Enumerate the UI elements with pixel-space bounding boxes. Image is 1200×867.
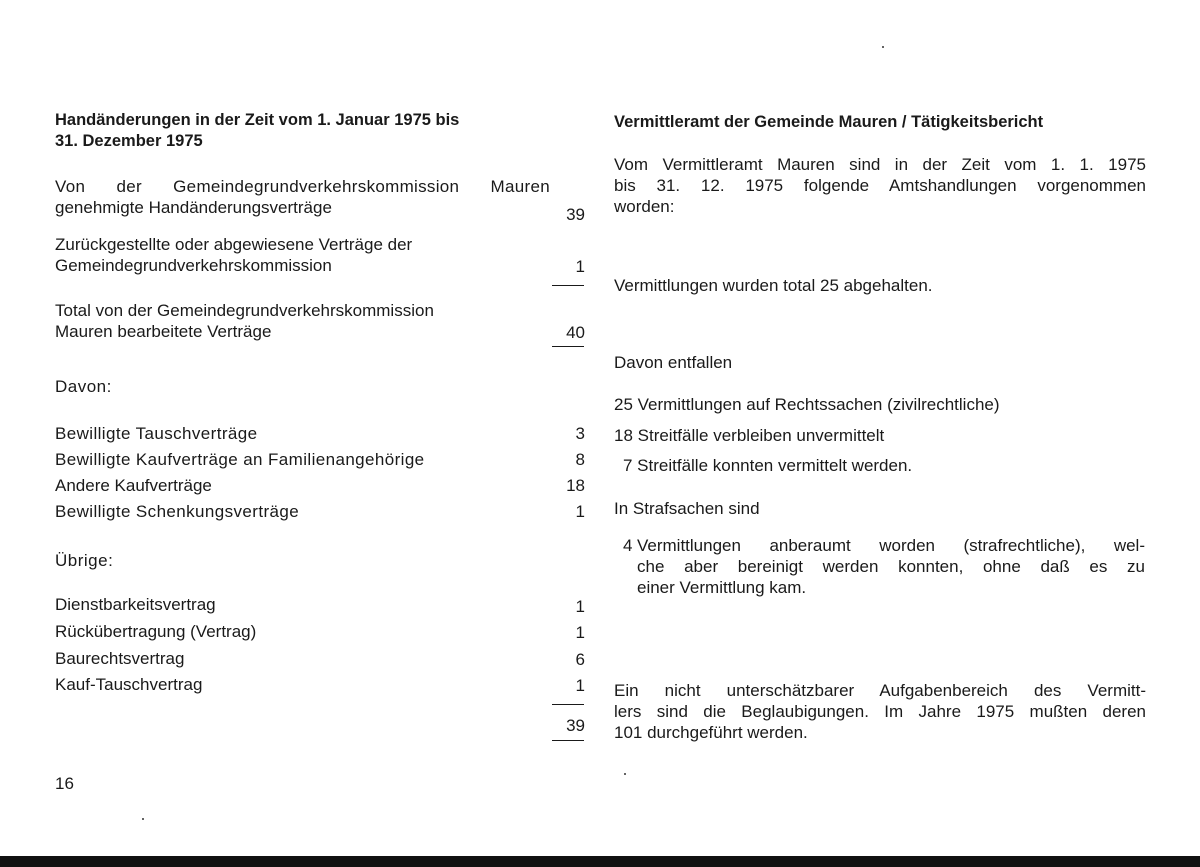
left-heading-line1: Handänderungen in der Zeit vom 1. Januar 1975 bis — [55, 111, 460, 129]
davon-item-value: 3 — [575, 424, 585, 443]
entry2-line2: Gemeindegrundverkehrskommission — [55, 256, 332, 275]
uebrige-item-value: 6 — [575, 650, 585, 669]
intro-line3: worden: — [614, 197, 675, 216]
uebrige-item-value: 1 — [575, 676, 585, 695]
davon-item: Bewilligte Kaufverträge an Familienangehörige — [55, 450, 425, 469]
final-total-value: 39 — [566, 716, 585, 735]
entry1-line1: Von der Gemeindegrundverkehrskommission Mauren — [55, 177, 550, 196]
scan-speck — [142, 818, 144, 820]
entry2-value: 1 — [575, 257, 585, 276]
entry3-line1: Total von der Gemeindegrundverkehrskommission — [55, 301, 434, 320]
beglaub-line2: lers sind die Beglaubigungen. Im Jahre 1975 mußten deren — [614, 702, 1146, 721]
uebrige-item-value: 1 — [575, 623, 585, 642]
stat-line-3: 7 Streitfälle konnten vermittelt werden. — [623, 456, 913, 475]
scan-speck — [624, 773, 626, 775]
page-number: 16 — [55, 774, 74, 793]
left-column — [55, 110, 590, 152]
strafsachen-label: In Strafsachen sind — [614, 499, 760, 518]
davon-item-value: 1 — [575, 502, 585, 521]
entry1-line2: genehmigte Handänderungsverträge — [55, 198, 332, 217]
stat-line-1: 25 Vermittlungen auf Rechtssachen (zivilrechtliche) — [614, 395, 1000, 414]
uebrige-item-value: 1 — [575, 597, 585, 616]
beglaub-line3: 101 durchgeführt werden. — [614, 723, 808, 742]
beglaub-line1: Ein nicht unterschätzbarer Aufgabenbereich des Vermitt- — [614, 681, 1146, 700]
left-heading-line2: 31. Dezember 1975 — [55, 132, 203, 150]
intro-paragraph — [614, 154, 1146, 217]
entry3-value: 40 — [566, 323, 585, 342]
total-sentence: Vermittlungen wurden total 25 abgehalten. — [614, 276, 933, 295]
davon-label: Davon: — [55, 377, 112, 396]
intro-line2: bis 31. 12. 1975 folgende Amtshandlungen vorgenommen — [614, 176, 1146, 195]
intro-line1: Vom Vermittleramt Mauren sind in der Zeit vom 1. 1. 1975 — [614, 155, 1146, 174]
uebrige-item: Rückübertragung (Vertrag) — [55, 622, 257, 641]
uebrige-label: Übrige: — [55, 551, 114, 570]
stat-line-2: 18 Streitfälle verbleiben unvermittelt — [614, 426, 885, 445]
entry3-line2: Mauren bearbeitete Verträge — [55, 322, 272, 341]
uebrige-item: Baurechtsvertrag — [55, 649, 185, 668]
straf-line1: Vermittlungen anberaumt worden (strafrechtliche), wel- — [637, 536, 1145, 555]
right-heading: Vermittleramt der Gemeinde Mauren / Tätigkeitsbericht — [614, 113, 1044, 131]
entry1-value: 39 — [566, 205, 585, 224]
scan-bottom-edge — [0, 856, 1200, 867]
final-sum-rule-top — [552, 704, 584, 705]
uebrige-item: Dienstbarkeitsvertrag — [55, 595, 216, 614]
subtotal-rule — [552, 285, 584, 286]
davon-entfallen: Davon entfallen — [614, 353, 733, 372]
straf-line3: einer Vermittlung kam. — [637, 578, 807, 597]
davon-item: Bewilligte Tauschverträge — [55, 424, 258, 443]
straf-paragraph — [637, 535, 1145, 598]
uebrige-item: Kauf-Tauschvertrag — [55, 675, 203, 694]
scan-speck — [882, 46, 884, 48]
davon-item-value: 8 — [575, 450, 585, 469]
beglaubigung-paragraph — [614, 680, 1146, 743]
left-heading — [55, 110, 590, 152]
davon-item: Bewilligte Schenkungsverträge — [55, 502, 300, 521]
straf-line2: che aber bereinigt werden konnten, ohne daß es zu — [637, 557, 1145, 576]
davon-item: Andere Kaufverträge — [55, 476, 212, 495]
straf-number: 4 — [623, 536, 633, 555]
davon-item-value: 18 — [566, 476, 585, 495]
total-rule — [552, 346, 584, 347]
final-sum-rule-bottom — [552, 740, 584, 741]
entry2-line1: Zurückgestellte oder abgewiesene Verträge der — [55, 235, 413, 254]
